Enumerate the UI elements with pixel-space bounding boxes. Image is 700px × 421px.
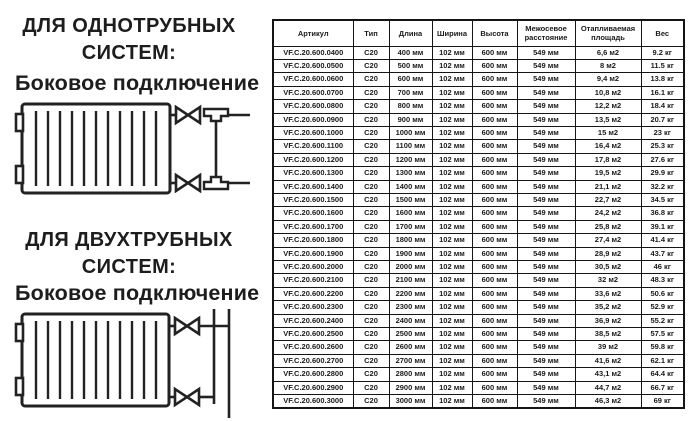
table-cell: 69 кг xyxy=(641,395,684,409)
table-row xyxy=(273,126,684,139)
table-cell: 549 мм xyxy=(517,153,575,166)
table-cell: 549 мм xyxy=(517,59,575,72)
table-cell: 102 мм xyxy=(432,59,472,72)
wall-bracket-icon xyxy=(16,378,23,395)
tee-fitting-icon xyxy=(204,177,228,189)
table-cell: 102 мм xyxy=(432,354,472,367)
two-pipe-heading-line1: ДЛЯ ДВУХТРУБНЫХ xyxy=(25,229,233,251)
table-cell: VF.C.20.600.1700 xyxy=(273,220,353,233)
table-cell: 48.3 кг xyxy=(641,274,684,287)
table-cell: 39.1 кг xyxy=(641,220,684,233)
table-cell: 102 мм xyxy=(432,100,472,113)
bowtie-valve-icon xyxy=(176,107,200,123)
table-cell: 549 мм xyxy=(517,328,575,341)
table-cell: 549 мм xyxy=(517,368,575,381)
two-pipe-diagram xyxy=(12,306,252,420)
table-cell: C20 xyxy=(353,274,389,287)
table-cell: 600 мм xyxy=(472,220,517,233)
return-connection xyxy=(169,389,214,405)
table-cell: C20 xyxy=(353,46,389,59)
table-cell: 32 м2 xyxy=(575,274,641,287)
table-cell: 549 мм xyxy=(517,100,575,113)
table-cell: 102 мм xyxy=(432,301,472,314)
table-cell: C20 xyxy=(353,381,389,394)
table-cell: 600 мм xyxy=(472,287,517,300)
table-cell: 549 мм xyxy=(517,193,575,206)
table-cell: 12,2 м2 xyxy=(575,100,641,113)
table-cell: VF.C.20.600.2400 xyxy=(273,314,353,327)
table-cell: 25.3 кг xyxy=(641,140,684,153)
table-row xyxy=(273,46,684,59)
table-cell: C20 xyxy=(353,153,389,166)
bowtie-valve-icon xyxy=(176,175,200,191)
table-cell: 2100 мм xyxy=(389,274,432,287)
column-header: Отапливаемая площадь xyxy=(575,20,641,46)
table-cell: 600 мм xyxy=(472,126,517,139)
table-cell: 9.2 кг xyxy=(641,46,684,59)
table-cell: 549 мм xyxy=(517,140,575,153)
table-cell: 62.1 кг xyxy=(641,354,684,367)
table-cell: 1000 мм xyxy=(389,126,432,139)
table-cell: C20 xyxy=(353,193,389,206)
table-row xyxy=(273,59,684,72)
table-cell: 23 кг xyxy=(641,126,684,139)
table-row xyxy=(273,86,684,99)
table-cell: 102 мм xyxy=(432,113,472,126)
column-header: Длина xyxy=(389,20,432,46)
table-cell: 1200 мм xyxy=(389,153,432,166)
table-cell: 549 мм xyxy=(517,113,575,126)
table-row xyxy=(273,207,684,220)
table-cell: 600 мм xyxy=(472,59,517,72)
table-cell: 549 мм xyxy=(517,220,575,233)
table-cell: C20 xyxy=(353,167,389,180)
one-pipe-subheading: Боковое подключение xyxy=(15,71,260,95)
table-cell: 700 мм xyxy=(389,86,432,99)
table-cell: 11.5 кг xyxy=(641,59,684,72)
table-cell: VF.C.20.600.1200 xyxy=(273,153,353,166)
table-cell: 13.8 кг xyxy=(641,73,684,86)
table-cell: C20 xyxy=(353,207,389,220)
table-cell: C20 xyxy=(353,73,389,86)
panel-radiator-icon xyxy=(16,104,170,193)
table-cell: 16.1 кг xyxy=(641,86,684,99)
table-cell: 2300 мм xyxy=(389,301,432,314)
table-cell: VF.C.20.600.1300 xyxy=(273,167,353,180)
table-cell: VF.C.20.600.0900 xyxy=(273,113,353,126)
table-cell: 17,8 м2 xyxy=(575,153,641,166)
table-cell: C20 xyxy=(353,180,389,193)
table-cell: 600 мм xyxy=(472,381,517,394)
table-cell: 549 мм xyxy=(517,261,575,274)
table-cell: 20.7 кг xyxy=(641,113,684,126)
column-header: Артикул xyxy=(273,20,353,46)
table-cell: VF.C.20.600.0800 xyxy=(273,100,353,113)
table-cell: 600 мм xyxy=(472,140,517,153)
table-cell: VF.C.20.600.1400 xyxy=(273,180,353,193)
table-cell: 1100 мм xyxy=(389,140,432,153)
table-row xyxy=(273,180,684,193)
table-cell: 52.9 кг xyxy=(641,301,684,314)
table-cell: 900 мм xyxy=(389,113,432,126)
table-cell: 549 мм xyxy=(517,207,575,220)
table-cell: 102 мм xyxy=(432,167,472,180)
table-cell: 33,6 м2 xyxy=(575,287,641,300)
table-cell: 102 мм xyxy=(432,328,472,341)
table-cell: 24,2 м2 xyxy=(575,207,641,220)
table-cell: 46,3 м2 xyxy=(575,395,641,409)
table-cell: 600 мм xyxy=(472,274,517,287)
table-row xyxy=(273,395,684,409)
table-cell: VF.C.20.600.0700 xyxy=(273,86,353,99)
table-cell: 44,7 м2 xyxy=(575,381,641,394)
table-row xyxy=(273,247,684,260)
table-cell: 30,5 м2 xyxy=(575,261,641,274)
table-cell: 18.4 кг xyxy=(641,100,684,113)
table-cell: 102 мм xyxy=(432,193,472,206)
table-cell: 102 мм xyxy=(432,287,472,300)
table-cell: 6,6 м2 xyxy=(575,46,641,59)
table-cell: 2800 мм xyxy=(389,368,432,381)
table-cell: 549 мм xyxy=(517,274,575,287)
table-cell: VF.C.20.600.2500 xyxy=(273,328,353,341)
table-cell: 28,9 м2 xyxy=(575,247,641,260)
table-cell: 36.8 кг xyxy=(641,207,684,220)
table-cell: 102 мм xyxy=(432,261,472,274)
table-cell: 600 мм xyxy=(472,180,517,193)
table-cell: 1600 мм xyxy=(389,207,432,220)
table-cell: VF.C.20.600.1000 xyxy=(273,126,353,139)
column-header: Тип xyxy=(353,20,389,46)
table-row xyxy=(273,354,684,367)
spec-table-header-row xyxy=(273,20,684,46)
table-cell: 1300 мм xyxy=(389,167,432,180)
table-cell: 9,4 м2 xyxy=(575,73,641,86)
tee-fitting-icon xyxy=(204,109,228,121)
table-cell: 102 мм xyxy=(432,140,472,153)
table-cell: 549 мм xyxy=(517,354,575,367)
table-cell: 549 мм xyxy=(517,167,575,180)
table-row xyxy=(273,220,684,233)
wall-bracket-icon xyxy=(16,166,23,183)
table-cell: 600 мм xyxy=(472,314,517,327)
two-pipe-heading xyxy=(0,227,258,281)
one-pipe-heading-line1: ДЛЯ ОДНОТРУБНЫХ xyxy=(22,15,236,37)
table-cell: C20 xyxy=(353,395,389,409)
table-cell: 549 мм xyxy=(517,180,575,193)
table-cell: VF.C.20.600.1600 xyxy=(273,207,353,220)
table-cell: VF.C.20.600.0500 xyxy=(273,59,353,72)
table-cell: 16,4 м2 xyxy=(575,140,641,153)
table-cell: 36,9 м2 xyxy=(575,314,641,327)
bowtie-valve-icon xyxy=(175,318,199,334)
wall-bracket-icon xyxy=(16,114,23,131)
table-cell: VF.C.20.600.3000 xyxy=(273,395,353,409)
table-cell: 102 мм xyxy=(432,274,472,287)
table-cell: 600 мм xyxy=(472,261,517,274)
table-cell: 102 мм xyxy=(432,247,472,260)
table-cell: 102 мм xyxy=(432,207,472,220)
table-cell: 600 мм xyxy=(472,46,517,59)
table-cell: 41,6 м2 xyxy=(575,354,641,367)
spec-table xyxy=(272,19,685,409)
table-cell: C20 xyxy=(353,368,389,381)
table-cell: 102 мм xyxy=(432,180,472,193)
table-cell: 549 мм xyxy=(517,301,575,314)
table-cell: 102 мм xyxy=(432,381,472,394)
table-cell: C20 xyxy=(353,287,389,300)
table-cell: 102 мм xyxy=(432,153,472,166)
table-cell: 600 мм xyxy=(472,354,517,367)
table-cell: C20 xyxy=(353,354,389,367)
table-cell: 55.2 кг xyxy=(641,314,684,327)
table-row xyxy=(273,153,684,166)
table-cell: 102 мм xyxy=(432,368,472,381)
table-cell: 600 мм xyxy=(472,193,517,206)
table-cell: 2700 мм xyxy=(389,354,432,367)
table-cell: 549 мм xyxy=(517,287,575,300)
table-cell: 600 мм xyxy=(472,86,517,99)
return-connection xyxy=(170,175,250,191)
table-cell: 600 мм xyxy=(472,73,517,86)
left-panel xyxy=(0,0,266,421)
two-pipe-heading-line2: СИСТЕМ: xyxy=(81,256,177,278)
table-cell: 25,8 м2 xyxy=(575,220,641,233)
table-cell: C20 xyxy=(353,247,389,260)
table-cell: 39 м2 xyxy=(575,341,641,354)
one-pipe-diagram xyxy=(12,98,252,200)
table-row xyxy=(273,113,684,126)
table-cell: 600 мм xyxy=(472,234,517,247)
table-cell: VF.C.20.600.2900 xyxy=(273,381,353,394)
table-row xyxy=(273,381,684,394)
table-cell: 2400 мм xyxy=(389,314,432,327)
supply-connection xyxy=(170,107,250,123)
table-cell: 800 мм xyxy=(389,100,432,113)
table-row xyxy=(273,301,684,314)
table-cell: 13,5 м2 xyxy=(575,113,641,126)
panel-radiator-icon xyxy=(16,314,169,406)
table-cell: 600 мм xyxy=(472,100,517,113)
table-cell: 600 мм xyxy=(472,395,517,409)
table-cell: C20 xyxy=(353,126,389,139)
table-row xyxy=(273,261,684,274)
table-row xyxy=(273,287,684,300)
table-cell: 2600 мм xyxy=(389,341,432,354)
table-cell: 600 мм xyxy=(472,167,517,180)
table-cell: 549 мм xyxy=(517,381,575,394)
table-cell: 549 мм xyxy=(517,46,575,59)
column-header: Межосевое расстояние xyxy=(517,20,575,46)
table-cell: C20 xyxy=(353,261,389,274)
spec-table-wrap xyxy=(272,19,685,409)
supply-connection xyxy=(169,318,229,334)
table-cell: C20 xyxy=(353,234,389,247)
table-cell: 549 мм xyxy=(517,314,575,327)
table-cell: 43.7 кг xyxy=(641,247,684,260)
table-cell: C20 xyxy=(353,113,389,126)
table-cell: 600 мм xyxy=(472,328,517,341)
table-cell: 19,5 м2 xyxy=(575,167,641,180)
table-cell: VF.C.20.600.0600 xyxy=(273,73,353,86)
table-cell: 600 мм xyxy=(389,73,432,86)
table-row xyxy=(273,234,684,247)
table-cell: C20 xyxy=(353,314,389,327)
table-cell: 549 мм xyxy=(517,234,575,247)
table-cell: 102 мм xyxy=(432,46,472,59)
table-cell: 66.7 кг xyxy=(641,381,684,394)
table-cell: 549 мм xyxy=(517,395,575,409)
table-row xyxy=(273,193,684,206)
table-cell: 43,1 м2 xyxy=(575,368,641,381)
table-cell: 549 мм xyxy=(517,73,575,86)
table-cell: VF.C.20.600.1100 xyxy=(273,140,353,153)
table-cell: 549 мм xyxy=(517,341,575,354)
table-cell: 102 мм xyxy=(432,73,472,86)
table-cell: C20 xyxy=(353,100,389,113)
table-cell: 102 мм xyxy=(432,86,472,99)
bowtie-valve-icon xyxy=(175,389,199,405)
table-cell: 8 м2 xyxy=(575,59,641,72)
table-cell: 64.4 кг xyxy=(641,368,684,381)
table-row xyxy=(273,314,684,327)
table-cell: VF.C.20.600.2200 xyxy=(273,287,353,300)
table-cell: 549 мм xyxy=(517,247,575,260)
table-cell: VF.C.20.600.1500 xyxy=(273,193,353,206)
table-cell: VF.C.20.600.2800 xyxy=(273,368,353,381)
table-cell: 10,8 м2 xyxy=(575,86,641,99)
table-row xyxy=(273,274,684,287)
table-cell: 600 мм xyxy=(472,153,517,166)
table-cell: VF.C.20.600.2700 xyxy=(273,354,353,367)
table-cell: 1500 мм xyxy=(389,193,432,206)
table-cell: VF.C.20.600.2600 xyxy=(273,341,353,354)
table-cell: 102 мм xyxy=(432,220,472,233)
table-cell: C20 xyxy=(353,86,389,99)
table-cell: 59.8 кг xyxy=(641,341,684,354)
table-cell: C20 xyxy=(353,341,389,354)
table-cell: 102 мм xyxy=(432,341,472,354)
table-cell: 600 мм xyxy=(472,301,517,314)
table-cell: VF.C.20.600.1900 xyxy=(273,247,353,260)
table-cell: 50.6 кг xyxy=(641,287,684,300)
table-row xyxy=(273,368,684,381)
table-row xyxy=(273,341,684,354)
table-cell: 1400 мм xyxy=(389,180,432,193)
table-cell: 1700 мм xyxy=(389,220,432,233)
table-cell: VF.C.20.600.2000 xyxy=(273,261,353,274)
table-cell: 549 мм xyxy=(517,86,575,99)
table-cell: VF.C.20.600.2300 xyxy=(273,301,353,314)
table-cell: 2200 мм xyxy=(389,287,432,300)
table-row xyxy=(273,73,684,86)
table-cell: 102 мм xyxy=(432,234,472,247)
table-row xyxy=(273,167,684,180)
table-cell: C20 xyxy=(353,301,389,314)
table-cell: 29.9 кг xyxy=(641,167,684,180)
table-cell: 400 мм xyxy=(389,46,432,59)
table-cell: C20 xyxy=(353,59,389,72)
table-cell: 600 мм xyxy=(472,368,517,381)
table-cell: 2500 мм xyxy=(389,328,432,341)
two-pipe-subheading: Боковое подключение xyxy=(15,281,260,305)
table-cell: 600 мм xyxy=(472,207,517,220)
table-row xyxy=(273,140,684,153)
one-pipe-heading xyxy=(0,13,258,67)
table-cell: 35,2 м2 xyxy=(575,301,641,314)
table-cell: 21,1 м2 xyxy=(575,180,641,193)
table-cell: 32.2 кг xyxy=(641,180,684,193)
table-cell: 57.5 кг xyxy=(641,328,684,341)
table-cell: 38,5 м2 xyxy=(575,328,641,341)
table-cell: 34.5 кг xyxy=(641,193,684,206)
table-cell: 102 мм xyxy=(432,314,472,327)
table-cell: VF.C.20.600.0400 xyxy=(273,46,353,59)
table-cell: 27.6 кг xyxy=(641,153,684,166)
table-cell: 600 мм xyxy=(472,247,517,260)
table-cell: 2900 мм xyxy=(389,381,432,394)
table-cell: 22,7 м2 xyxy=(575,193,641,206)
table-cell: 27,4 м2 xyxy=(575,234,641,247)
column-header: Высота xyxy=(472,20,517,46)
table-row xyxy=(273,100,684,113)
table-cell: 2000 мм xyxy=(389,261,432,274)
table-cell: 600 мм xyxy=(472,113,517,126)
table-cell: C20 xyxy=(353,328,389,341)
table-cell: 549 мм xyxy=(517,126,575,139)
table-cell: 600 мм xyxy=(472,341,517,354)
table-cell: 102 мм xyxy=(432,395,472,409)
table-cell: 41.4 кг xyxy=(641,234,684,247)
spec-table-body xyxy=(273,46,684,408)
column-header: Вес xyxy=(641,20,684,46)
table-cell: 1800 мм xyxy=(389,234,432,247)
table-cell: C20 xyxy=(353,140,389,153)
table-cell: VF.C.20.600.2100 xyxy=(273,274,353,287)
column-header: Ширина xyxy=(432,20,472,46)
wall-bracket-icon xyxy=(16,324,23,341)
table-cell: VF.C.20.600.1800 xyxy=(273,234,353,247)
table-cell: 500 мм xyxy=(389,59,432,72)
table-row xyxy=(273,328,684,341)
table-cell: 3000 мм xyxy=(389,395,432,409)
table-cell: 102 мм xyxy=(432,126,472,139)
table-cell: 15 м2 xyxy=(575,126,641,139)
table-cell: 46 кг xyxy=(641,261,684,274)
one-pipe-heading-line2: СИСТЕМ: xyxy=(81,42,177,64)
table-cell: 1900 мм xyxy=(389,247,432,260)
table-cell: C20 xyxy=(353,220,389,233)
